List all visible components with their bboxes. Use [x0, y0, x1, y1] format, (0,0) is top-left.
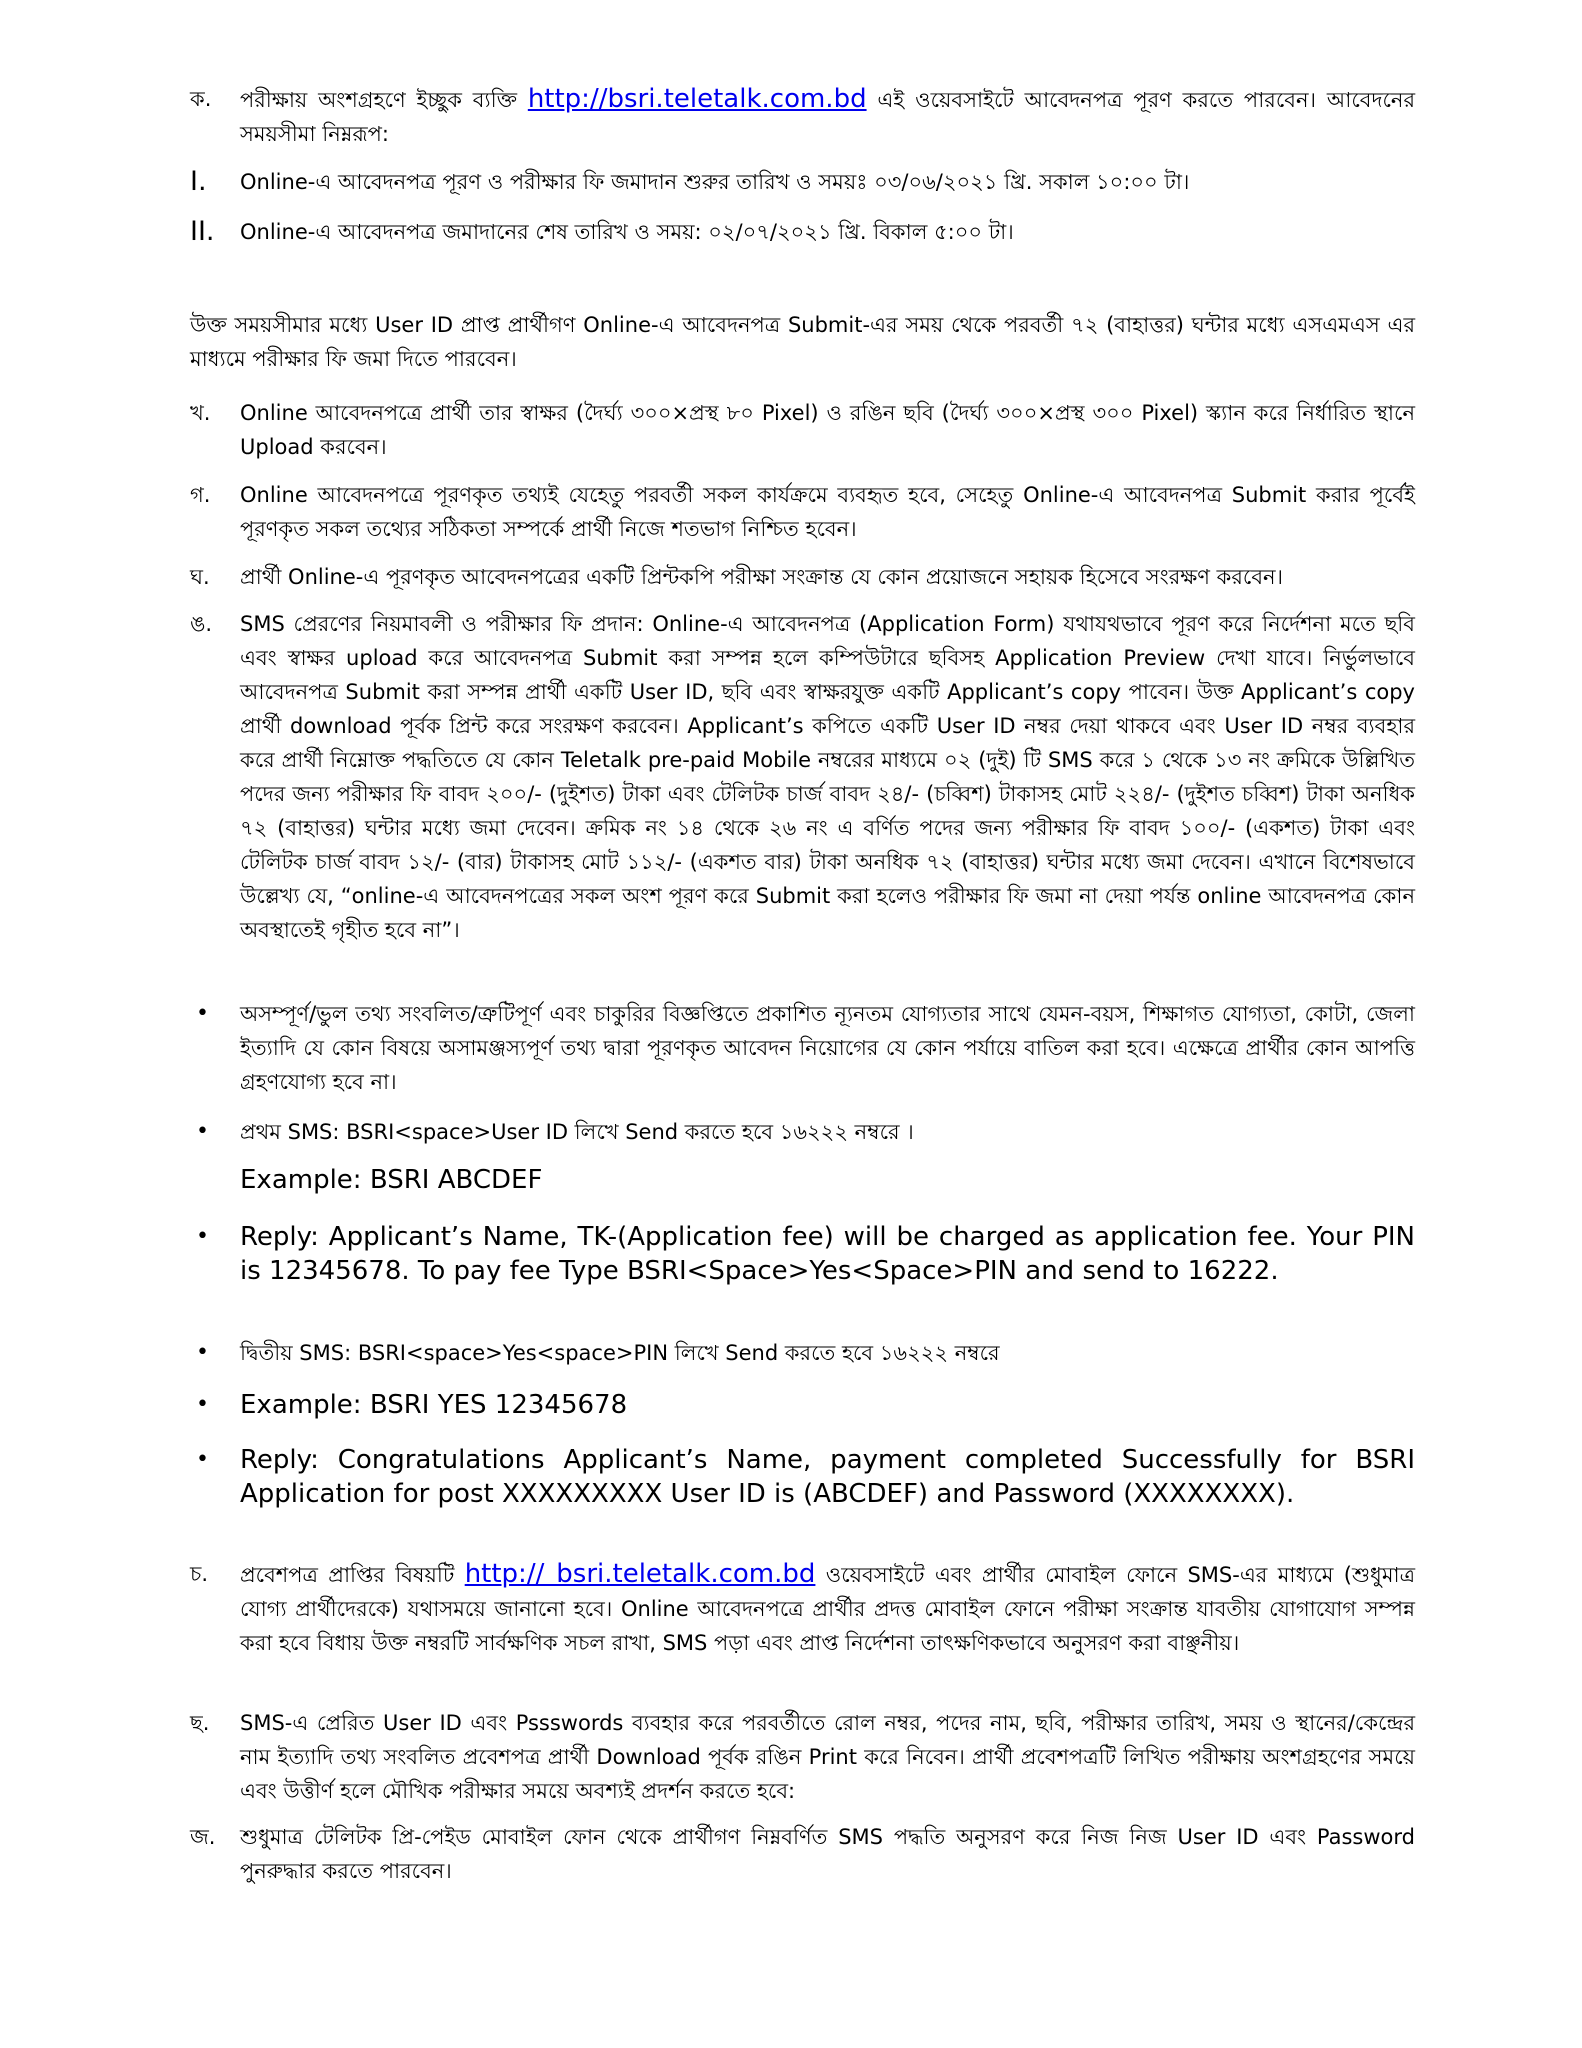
item-roman-1 [190, 165, 1415, 199]
example-text: Example: BSRI ABCDEF [240, 1165, 543, 1195]
bullet-second-sms [190, 1336, 1415, 1370]
item-text: Example: BSRI YES 12345678 [240, 1390, 628, 1420]
item-marker: ঘ. [190, 565, 210, 589]
bullet-first-sms [190, 1115, 1415, 1197]
item-text: প্রবেশপত্র প্রাপ্তির বিষয়টি [240, 1563, 465, 1587]
item-ja [190, 1820, 1415, 1888]
item-text: পরীক্ষায় অংশগ্রহণে ইচ্ছুক ব্যক্তি [240, 88, 528, 112]
bullet-example-2 [190, 1388, 1415, 1422]
bullet-icon: • [196, 1340, 209, 1365]
item-text: Reply: Applicant’s Name, TK-(Application fee) will be charged as application fee. Your PIN is 12345678. To pay fee Type BSRI<Space>Yes<Space>PIN and send to 16222. [240, 1222, 1415, 1286]
item-text: দ্বিতীয় SMS: BSRI<space>Yes<space>PIN লিখে Send করতে হবে ১৬২২২ নম্বরে [240, 1341, 1000, 1365]
bullet-invalid-info [190, 997, 1415, 1099]
item-marker: ছ. [190, 1711, 210, 1735]
bullet-icon: • [196, 1447, 209, 1472]
item-text: SMS প্রেরণের নিয়মাবলী ও পরীক্ষার ফি প্রদান: Online-এ আবেদনপত্র (Application Form) যথাযথভাবে পূরণ করে নির্দেশনা মতে ছবি এবং স্বাক্ষর upload করে আবেদনপত্র Submit করা সম্পন্ন হলে কম্পিউটারে ছবিসহ Application Preview দেখা যাবে। নির্ভুলভাবে আবেদনপত্র Submit করা সম্পন্ন প্রার্থী একটি User ID, ছবি এবং স্বাক্ষরযুক্ত একটি Applicant’s copy পাবেন। উক্ত Applicant’s copy প্রার্থী download পূর্বক প্রিন্ট করে সংরক্ষণ করবেন। Applicant’s কপিতে একটি User ID নম্বর দেয়া থাকবে এবং User ID নম্বর ব্যবহার করে প্রার্থী নিম্নোক্ত পদ্ধতিতে যে কোন Teletalk pre-paid Mobile নম্বরের মাধ্যমে ০২ (দুই) টি SMS করে ১ থেকে ১৩ নং ক্রমিকে উল্লিখিত পদের জন্য পরীক্ষার ফি বাবদ ২০০/- (দুইশত) টাকা এবং টেলিটক চার্জ বাবদ ২৪/- (চব্বিশ) টাকাসহ মোট ২২৪/- (দুইশত চব্বিশ) টাকা অনধিক ৭২ (বাহাত্তর) ঘন্টার মধ্যে জমা দেবেন। ক্রমিক নং ১৪ থেকে ২৬ নং এ বর্ণিত পদের জন্য পরীক্ষার ফি বাবদ ১০০/- (একশত) টাকা এবং টেলিটক চার্জ বাবদ ১২/- (বার) টাকাসহ মোট ১১২/- (একশত বার) টাকা অনধিক ৭২ (বাহাত্তর) ঘন্টার মধ্যে জমা দেবেন। এখানে বিশেষভাবে উল্লেখ্য যে, “online-এ আবেদনপত্রের সকল অংশ পূরণ করে Submit করা হলেও পরীক্ষার ফি জমা না দেয়া পর্যন্ত online আবেদনপত্র কোন অবস্থাতেই গৃহীত হবে না”। [240, 612, 1415, 942]
item-marker: গ. [190, 483, 211, 507]
item-roman-2 [190, 215, 1415, 249]
item-text: এই ওয়েবসাইটে আবেদনপত্র পূরণ করতে পারবেন। আবেদনের সময়সীমা নিম্নরূপ: [240, 88, 1415, 146]
item-marker: I. [190, 166, 207, 197]
item-text: প্রথম SMS: BSRI<space>User ID লিখে Send করতে হবে ১৬২২২ নম্বরে । [240, 1120, 914, 1144]
item-marker: II. [190, 216, 215, 247]
bsri-website-link[interactable]: http://bsri.teletalk.com.bd [527, 84, 867, 114]
item-chha [190, 1706, 1415, 1808]
item-text: প্রার্থী Online-এ পূরণকৃত আবেদনপত্রের একটি প্রিন্টকপি পরীক্ষা সংক্রান্ত যে কোন প্রয়োজনে সহায়ক হিসেবে সংরক্ষণ করবেন। [240, 565, 1284, 589]
bsri-website-link[interactable]: http:// bsri.teletalk.com.bd [464, 1559, 816, 1589]
bullet-icon: • [196, 1224, 209, 1249]
paragraph-sms-fee [190, 308, 1415, 376]
bullet-reply-1 [190, 1220, 1415, 1288]
item-gha [190, 560, 1415, 594]
item-text: Reply: Congratulations Applicant’s Name, payment completed Successfully for BSRI Application for post XXXXXXXXX User ID is (ABCDEF) and Password (XXXXXXXX). [240, 1445, 1415, 1509]
item-text: Online-এ আবেদনপত্র জমাদানের শেষ তারিখ ও সময়: ০২/০৭/২০২১ খ্রি. বিকাল ৫:০০ টা। [240, 220, 1014, 244]
paragraph-text: উক্ত সময়সীমার মধ্যে User ID প্রাপ্ত প্রার্থীগণ Online-এ আবেদনপত্র Submit-এর সময় থেকে পরবর্তী ৭২ (বাহাত্তর) ঘন্টার মধ্যে এসএমএস এর মাধ্যমে পরীক্ষার ফি জমা দিতে পারবেন। [190, 313, 1415, 371]
item-marker: জ. [190, 1825, 216, 1849]
item-ka [190, 82, 1415, 151]
item-text: শুধুমাত্র টেলিটক প্রি-পেইড মোবাইল ফোন থেকে প্রার্থীগণ নিম্নবর্ণিত SMS পদ্ধতি অনুসরণ করে নিজ নিজ User ID এবং Password পুনরুদ্ধার করতে পারবেন। [240, 1825, 1415, 1883]
item-text: Online-এ আবেদনপত্র পূরণ ও পরীক্ষার ফি জমাদান শুরুর তারিখ ও সময়ঃ ০৩/০৬/২০২১ খ্রি. সকাল ১০:০০ টা। [240, 170, 1190, 194]
bullet-icon: • [196, 1392, 209, 1417]
item-text: SMS-এ প্রেরিত User ID এবং Pssswords ব্যবহার করে পরবর্তীতে রোল নম্বর, পদের নাম, ছবি, পরীক্ষার তারিখ, সময় ও স্থানের/কেন্দ্রের নাম ইত্যাদি তথ্য সংবলিত প্রবেশপত্র প্রার্থী Download পূর্বক রঙিন Print করে নিবেন। প্রার্থী প্রবেশপত্রটি লিখিত পরীক্ষায় অংশগ্রহণের সময়ে এবং উত্তীর্ণ হলে মৌখিক পরীক্ষার সময়ে অবশ্যই প্রদর্শন করতে হবে: [240, 1711, 1415, 1803]
item-ga [190, 478, 1415, 546]
item-text: ওয়েবসাইটে এবং প্রার্থীর মোবাইল ফোনে SMS-এর মাধ্যমে (শুধুমাত্র যোগ্য প্রার্থীদেরকে) যথাসময়ে জানানো হবে। Online আবেদনপত্রে প্রার্থীর প্রদত্ত মোবাইল ফোনে পরীক্ষা সংক্রান্ত যাবতীয় যোগাযোগ সম্পন্ন করা হবে বিধায় উক্ত নম্বরটি সার্বক্ষণিক সচল রাখা, SMS পড়া এবং প্রাপ্ত নির্দেশনা তাৎক্ষণিকভাবে অনুসরণ করা বাঞ্ছনীয়। [240, 1563, 1416, 1655]
item-umo [190, 607, 1415, 947]
item-marker: ঙ. [190, 612, 213, 636]
item-marker: ক. [190, 87, 212, 111]
item-cha [190, 1557, 1415, 1660]
item-text: Online আবেদনপত্রে পূরণকৃত তথ্যই যেহেতু পরবর্তী সকল কার্যক্রমে ব্যবহৃত হবে, সেহেতু Online-এ আবেদনপত্র Submit করার পূর্বেই পূরণকৃত সকল তথ্যের সঠিকতা সম্পর্কে প্রার্থী নিজে শতভাগ নিশ্চিত হবেন। [240, 483, 1415, 541]
bullet-reply-2 [190, 1443, 1415, 1511]
item-text: Online আবেদনপত্রে প্রার্থী তার স্বাক্ষর (দৈর্ঘ্য ৩০০×প্রস্থ ৮০ Pixel) ও রঙিন ছবি (দৈর্ঘ্য ৩০০×প্রস্থ ৩০০ Pixel) স্ক্যান করে নির্ধারিত স্থানে Upload করবেন। [240, 401, 1415, 459]
bullet-icon: • [196, 1119, 209, 1144]
item-marker: চ. [190, 1562, 209, 1586]
item-text: অসম্পূর্ণ/ভুল তথ্য সংবলিত/ত্রুটিপূর্ণ এবং চাকুরির বিজ্ঞপ্তিতে প্রকাশিত ন্যূনতম যোগ্যতার সাথে যেমন-বয়স, শিক্ষাগত যোগ্যতা, কোটা, জেলা ইত্যাদি যে কোন বিষয়ে অসামঞ্জস্যপূর্ণ তথ্য দ্বারা পূরণকৃত আবেদন নিয়োগের যে কোন পর্যায়ে বাতিল করা হবে। এক্ষেত্রে প্রার্থীর কোন আপত্তি গ্রহণযোগ্য হবে না। [240, 1002, 1415, 1094]
item-marker: খ. [190, 401, 211, 425]
item-kha [190, 396, 1415, 464]
bullet-icon: • [196, 1001, 209, 1026]
